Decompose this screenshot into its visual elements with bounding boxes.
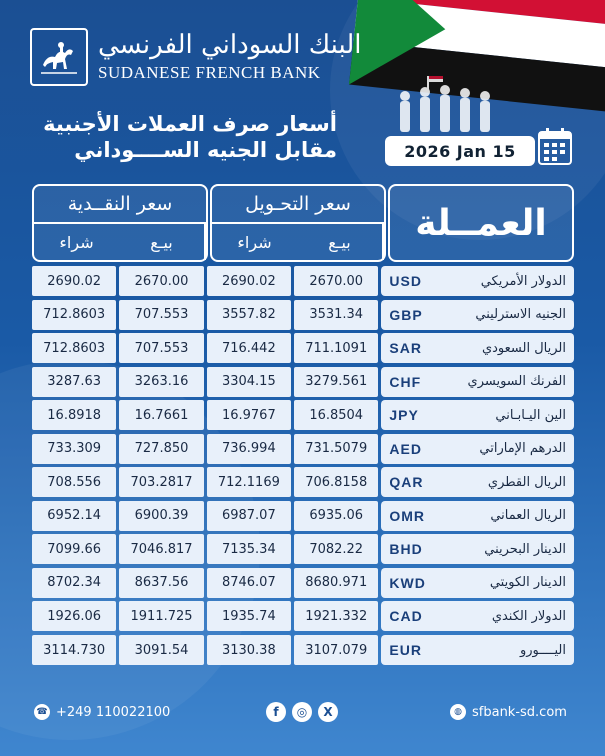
cash-buy-cell: 707.553: [119, 300, 203, 330]
transfer-buy-cell: 1921.332: [294, 601, 378, 631]
transfer-sell-cell: 712.1169: [207, 467, 291, 497]
currency-cell: [381, 467, 574, 497]
transfer-sell-header: بيـع: [297, 224, 384, 260]
phone-number: +249 110022100: [56, 704, 171, 720]
currency-cell: [381, 601, 574, 631]
transfer-header-label: سعر التحـويل: [212, 186, 384, 224]
transfer-buy-cell: 706.8158: [294, 467, 378, 497]
title-line-2: مقابل الجنيه الســــوداني: [74, 138, 337, 162]
phone-contact[interactable]: [34, 704, 170, 720]
currency-name: الدولار الكندي: [491, 608, 566, 624]
currency-name: الفرنك السويسري: [467, 374, 566, 390]
table-row: [32, 568, 574, 598]
globe-icon: ◍: [450, 704, 466, 720]
transfer-sell-cell: 6987.07: [207, 501, 291, 531]
currency-code: SAR: [389, 340, 422, 357]
currency-code: AED: [389, 440, 422, 457]
cash-sell-cell: 6952.14: [32, 501, 116, 531]
cash-header-label: سعر النقــدية: [34, 186, 206, 224]
transfer-sell-cell: 1935.74: [207, 601, 291, 631]
cash-buy-header: شراء: [59, 232, 94, 252]
currency-code: KWD: [389, 574, 426, 591]
cash-buy-cell: 727.850: [119, 434, 203, 464]
cash-sell-cell: 712.8603: [32, 300, 116, 330]
cash-buy-cell: 3263.16: [119, 367, 203, 397]
cash-sell-cell: 3114.730: [32, 635, 116, 665]
cash-buy-cell: 1911.725: [119, 601, 203, 631]
currency-cell: [381, 367, 574, 397]
cash-sell-cell: 1926.06: [32, 601, 116, 631]
cash-rate-header: [32, 184, 208, 262]
cash-sell-cell: 733.309: [32, 434, 116, 464]
cash-buy-cell: 2670.00: [119, 266, 203, 296]
currency-code: GBP: [389, 306, 423, 323]
transfer-buy-cell: 731.5079: [294, 434, 378, 464]
table-row: [32, 333, 574, 363]
currency-name: الدولار الأمريكي: [480, 273, 566, 289]
table-row: [32, 367, 574, 397]
currency-name: الدينار الكويتي: [489, 575, 566, 591]
currency-code: OMR: [389, 507, 426, 524]
cash-sell-cell: 8702.34: [32, 568, 116, 598]
currency-name: الريال السعودي: [481, 340, 566, 356]
cash-buy-cell: 703.2817: [119, 467, 203, 497]
title-line-1: أسعار صرف العملات الأجنبية: [43, 112, 337, 136]
transfer-sell-cell: 16.9767: [207, 400, 291, 430]
transfer-buy-cell: 7082.22: [294, 534, 378, 564]
whatsapp-icon: ☎: [34, 704, 50, 720]
cash-buy-cell: 6900.39: [119, 501, 203, 531]
facebook-icon[interactable]: f: [266, 702, 286, 722]
currency-name: الين اليـابـاني: [495, 407, 566, 423]
currency-cell: [381, 266, 574, 296]
cash-buy-cell: 3091.54: [119, 635, 203, 665]
table-row: [32, 601, 574, 631]
social-links: [266, 702, 338, 722]
bank-logo: [30, 28, 362, 86]
currency-name: الجنيه الاسترليني: [475, 307, 566, 323]
currency-name: الريال العماني: [490, 508, 566, 524]
currency-code: JPY: [389, 407, 419, 424]
cash-buy-cell: 7046.817: [119, 534, 203, 564]
cash-buy-cell: 8637.56: [119, 568, 203, 598]
transfer-buy-cell: 711.1091: [294, 333, 378, 363]
table-row: [32, 266, 574, 296]
bank-name-arabic: البنك السوداني الفرنسي: [98, 29, 362, 60]
cash-sell-cell: 2690.02: [32, 266, 116, 296]
transfer-buy-cell: 6935.06: [294, 501, 378, 531]
transfer-sell-cell: 2690.02: [207, 266, 291, 296]
bank-name-english: SUDANESE FRENCH BANK: [98, 63, 321, 83]
table-row: [32, 434, 574, 464]
table-row: [32, 467, 574, 497]
currency-cell: [381, 434, 574, 464]
currency-cell: [381, 635, 574, 665]
transfer-buy-header: شراء: [237, 232, 272, 252]
cash-sell-cell: 16.8918: [32, 400, 116, 430]
cash-buy-cell: 16.7661: [119, 400, 203, 430]
transfer-sell-cell: 716.442: [207, 333, 291, 363]
transfer-sell-cell: 7135.34: [207, 534, 291, 564]
currency-header-label: العمــلة: [415, 202, 547, 244]
transfer-buy-cell: 2670.00: [294, 266, 378, 296]
table-row: [32, 635, 574, 665]
table-row: [32, 534, 574, 564]
currency-code: BHD: [389, 541, 423, 558]
cash-sell-cell: 3287.63: [32, 367, 116, 397]
transfer-buy-cell: 8680.971: [294, 568, 378, 598]
currency-cell: [381, 501, 574, 531]
transfer-buy-cell: 3531.34: [294, 300, 378, 330]
transfer-sell-cell: 3130.38: [207, 635, 291, 665]
cash-sell-cell: 708.556: [32, 467, 116, 497]
currency-column-header: [388, 184, 574, 262]
currency-code: USD: [389, 273, 422, 289]
camel-rider-icon: [30, 28, 88, 86]
instagram-icon[interactable]: ◎: [292, 702, 312, 722]
page-title: [43, 112, 337, 162]
currency-name: الدينار البحريني: [484, 541, 566, 557]
cash-sell-header: بيـع: [119, 224, 206, 260]
transfer-sell-cell: 736.994: [207, 434, 291, 464]
transfer-sell-cell: 3557.82: [207, 300, 291, 330]
table-row: [32, 400, 574, 430]
table-row: [32, 300, 574, 330]
currency-cell: [381, 333, 574, 363]
crowd-illustration: [385, 74, 515, 132]
transfer-sell-cell: 8746.07: [207, 568, 291, 598]
rates-table: [32, 266, 574, 669]
currency-code: QAR: [389, 474, 424, 491]
transfer-buy-cell: 3107.079: [294, 635, 378, 665]
currency-code: EUR: [389, 642, 422, 659]
website-link[interactable]: [450, 704, 567, 720]
x-icon[interactable]: X: [318, 702, 338, 722]
currency-name: الدرهم الإماراتي: [479, 441, 566, 457]
currency-cell: [381, 568, 574, 598]
transfer-sell-cell: 3304.15: [207, 367, 291, 397]
currency-name: اليــــورو: [519, 642, 566, 658]
table-row: [32, 501, 574, 531]
transfer-buy-cell: 3279.561: [294, 367, 378, 397]
website-url: sfbank-sd.com: [472, 704, 567, 720]
currency-code: CHF: [389, 373, 422, 390]
cash-buy-cell: 707.553: [119, 333, 203, 363]
calendar-icon: [538, 127, 572, 165]
transfer-buy-cell: 16.8504: [294, 400, 378, 430]
currency-name: الريال القطري: [487, 474, 566, 490]
currency-code: CAD: [389, 608, 423, 625]
cash-sell-cell: 7099.66: [32, 534, 116, 564]
currency-cell: [381, 300, 574, 330]
currency-cell: [381, 400, 574, 430]
transfer-rate-header: [210, 184, 386, 262]
date-badge: 2026 Jan 15: [385, 136, 535, 166]
footer: [0, 700, 605, 730]
cash-sell-cell: 712.8603: [32, 333, 116, 363]
currency-cell: [381, 534, 574, 564]
